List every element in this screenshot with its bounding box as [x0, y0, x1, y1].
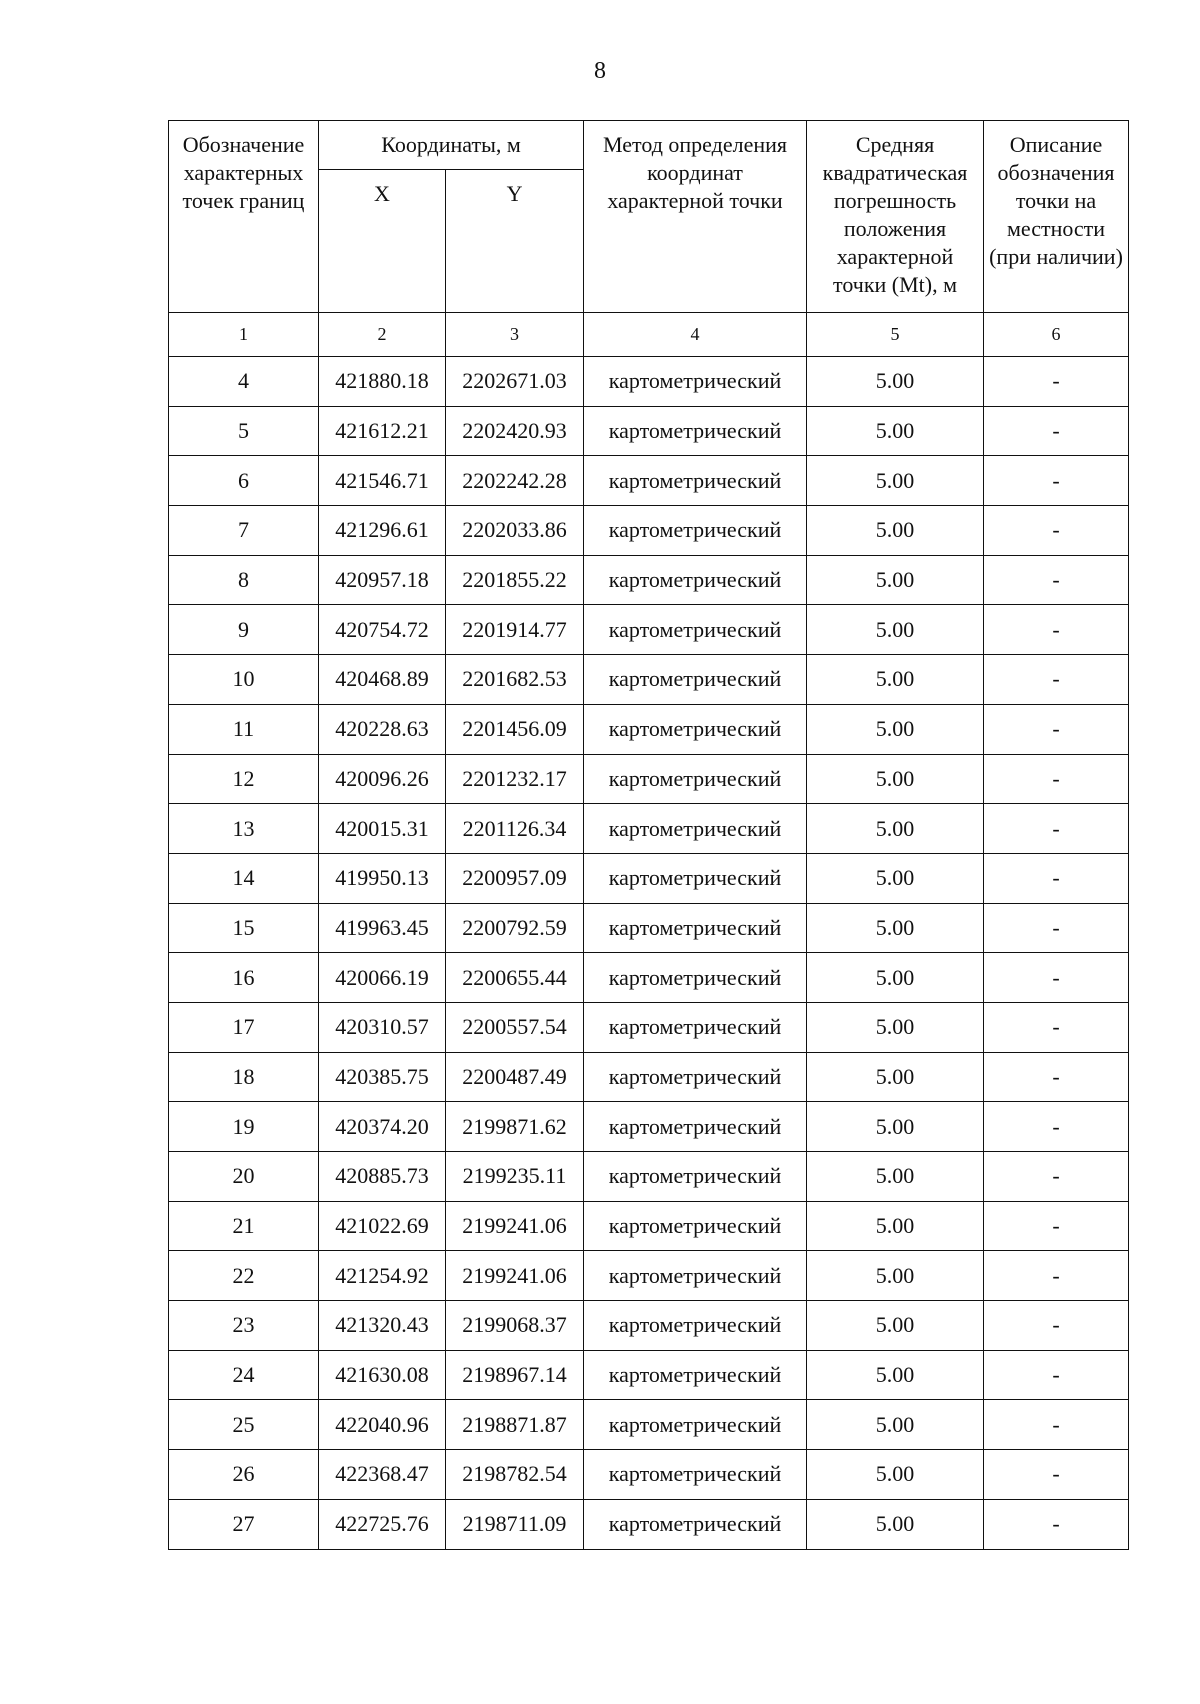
- error-cell: 5.00: [807, 754, 984, 804]
- y-coordinate-cell: 2199235.11: [446, 1152, 584, 1202]
- description-cell: -: [984, 1450, 1129, 1500]
- description-cell: -: [984, 655, 1129, 705]
- error-cell: 5.00: [807, 555, 984, 605]
- method-cell: картометрический: [584, 1002, 807, 1052]
- method-cell: картометрический: [584, 953, 807, 1003]
- table-row: [169, 605, 1129, 655]
- description-cell: -: [984, 456, 1129, 506]
- x-coordinate-cell: 421254.92: [319, 1251, 446, 1301]
- column-number: 6: [984, 313, 1129, 357]
- point-cell: 17: [169, 1002, 319, 1052]
- y-coordinate-cell: 2201855.22: [446, 555, 584, 605]
- x-coordinate-cell: 421320.43: [319, 1301, 446, 1351]
- x-coordinate-cell: 421630.08: [319, 1350, 446, 1400]
- description-cell: -: [984, 804, 1129, 854]
- method-cell: картометрический: [584, 1450, 807, 1500]
- point-cell: 22: [169, 1251, 319, 1301]
- y-coordinate-cell: 2199241.06: [446, 1201, 584, 1251]
- header-error: Средняя квадратическая погрешность положения характерной точки (Mt), м: [807, 121, 984, 313]
- description-cell: -: [984, 1400, 1129, 1450]
- point-cell: 8: [169, 555, 319, 605]
- y-coordinate-cell: 2202420.93: [446, 406, 584, 456]
- method-cell: картометрический: [584, 1152, 807, 1202]
- description-cell: -: [984, 1152, 1129, 1202]
- y-coordinate-cell: 2201914.77: [446, 605, 584, 655]
- method-cell: картометрический: [584, 555, 807, 605]
- x-coordinate-cell: 422040.96: [319, 1400, 446, 1450]
- error-cell: 5.00: [807, 804, 984, 854]
- method-cell: картометрический: [584, 1499, 807, 1549]
- method-cell: картометрический: [584, 1251, 807, 1301]
- description-cell: -: [984, 506, 1129, 556]
- table-row: [169, 1450, 1129, 1500]
- method-cell: картометрический: [584, 1102, 807, 1152]
- table-row: [169, 506, 1129, 556]
- error-cell: 5.00: [807, 506, 984, 556]
- error-cell: 5.00: [807, 1002, 984, 1052]
- page-number: 8: [594, 58, 606, 84]
- point-cell: 26: [169, 1450, 319, 1500]
- column-number: 1: [169, 313, 319, 357]
- method-cell: картометрический: [584, 406, 807, 456]
- method-cell: картометрический: [584, 853, 807, 903]
- table-row: [169, 1102, 1129, 1152]
- error-cell: 5.00: [807, 1450, 984, 1500]
- x-coordinate-cell: 421546.71: [319, 456, 446, 506]
- x-coordinate-cell: 422368.47: [319, 1450, 446, 1500]
- y-coordinate-cell: 2201232.17: [446, 754, 584, 804]
- table-row: [169, 903, 1129, 953]
- point-cell: 4: [169, 357, 319, 407]
- error-cell: 5.00: [807, 953, 984, 1003]
- error-cell: 5.00: [807, 357, 984, 407]
- error-cell: 5.00: [807, 1152, 984, 1202]
- y-coordinate-cell: 2198711.09: [446, 1499, 584, 1549]
- table-row: [169, 655, 1129, 705]
- x-coordinate-cell: 420468.89: [319, 655, 446, 705]
- method-cell: картометрический: [584, 704, 807, 754]
- table-row: [169, 1152, 1129, 1202]
- y-coordinate-cell: 2199871.62: [446, 1102, 584, 1152]
- x-coordinate-cell: 420310.57: [319, 1002, 446, 1052]
- header-method: Метод определения координат характерной точки: [584, 121, 807, 313]
- column-number: 5: [807, 313, 984, 357]
- y-coordinate-cell: 2200487.49: [446, 1052, 584, 1102]
- point-cell: 9: [169, 605, 319, 655]
- method-cell: картометрический: [584, 804, 807, 854]
- table-row: [169, 1400, 1129, 1450]
- table-row: [169, 1301, 1129, 1351]
- y-coordinate-cell: 2198967.14: [446, 1350, 584, 1400]
- header-row-top: [169, 121, 1129, 170]
- table-row: [169, 1350, 1129, 1400]
- description-cell: -: [984, 605, 1129, 655]
- point-cell: 16: [169, 953, 319, 1003]
- method-cell: картометрический: [584, 1201, 807, 1251]
- header-y: Y: [446, 170, 584, 313]
- table-row: [169, 406, 1129, 456]
- column-number: 2: [319, 313, 446, 357]
- point-cell: 12: [169, 754, 319, 804]
- x-coordinate-cell: 420096.26: [319, 754, 446, 804]
- point-cell: 13: [169, 804, 319, 854]
- y-coordinate-cell: 2202671.03: [446, 357, 584, 407]
- error-cell: 5.00: [807, 1102, 984, 1152]
- table-row: [169, 555, 1129, 605]
- y-coordinate-cell: 2202033.86: [446, 506, 584, 556]
- description-cell: -: [984, 754, 1129, 804]
- point-cell: 19: [169, 1102, 319, 1152]
- y-coordinate-cell: 2200957.09: [446, 853, 584, 903]
- point-cell: 5: [169, 406, 319, 456]
- error-cell: 5.00: [807, 853, 984, 903]
- description-cell: -: [984, 555, 1129, 605]
- x-coordinate-cell: 420385.75: [319, 1052, 446, 1102]
- x-coordinate-cell: 419950.13: [319, 853, 446, 903]
- table-row: [169, 357, 1129, 407]
- table-row: [169, 1201, 1129, 1251]
- point-cell: 24: [169, 1350, 319, 1400]
- y-coordinate-cell: 2201456.09: [446, 704, 584, 754]
- y-coordinate-cell: 2199241.06: [446, 1251, 584, 1301]
- point-cell: 21: [169, 1201, 319, 1251]
- method-cell: картометрический: [584, 1350, 807, 1400]
- column-number: 3: [446, 313, 584, 357]
- x-coordinate-cell: 420015.31: [319, 804, 446, 854]
- point-cell: 6: [169, 456, 319, 506]
- description-cell: -: [984, 1052, 1129, 1102]
- point-cell: 25: [169, 1400, 319, 1450]
- error-cell: 5.00: [807, 1400, 984, 1450]
- x-coordinate-cell: 421612.21: [319, 406, 446, 456]
- x-coordinate-cell: 420754.72: [319, 605, 446, 655]
- method-cell: картометрический: [584, 903, 807, 953]
- method-cell: картометрический: [584, 506, 807, 556]
- y-coordinate-cell: 2200557.54: [446, 1002, 584, 1052]
- description-cell: -: [984, 1201, 1129, 1251]
- error-cell: 5.00: [807, 605, 984, 655]
- description-cell: -: [984, 406, 1129, 456]
- error-cell: 5.00: [807, 1201, 984, 1251]
- method-cell: картометрический: [584, 357, 807, 407]
- description-cell: -: [984, 1301, 1129, 1351]
- point-cell: 14: [169, 853, 319, 903]
- description-cell: -: [984, 704, 1129, 754]
- y-coordinate-cell: 2202242.28: [446, 456, 584, 506]
- error-cell: 5.00: [807, 903, 984, 953]
- error-cell: 5.00: [807, 1052, 984, 1102]
- header-designation: Обозначение характерных точек границ: [169, 121, 319, 313]
- table-row: [169, 456, 1129, 506]
- method-cell: картометрический: [584, 754, 807, 804]
- error-cell: 5.00: [807, 1499, 984, 1549]
- method-cell: картометрический: [584, 1052, 807, 1102]
- y-coordinate-cell: 2200792.59: [446, 903, 584, 953]
- description-cell: -: [984, 1251, 1129, 1301]
- error-cell: 5.00: [807, 655, 984, 705]
- point-cell: 11: [169, 704, 319, 754]
- point-cell: 7: [169, 506, 319, 556]
- description-cell: -: [984, 1102, 1129, 1152]
- table-row: [169, 853, 1129, 903]
- description-cell: -: [984, 1499, 1129, 1549]
- x-coordinate-cell: 422725.76: [319, 1499, 446, 1549]
- header-description: Описание обозначения точки на местности (при наличии): [984, 121, 1129, 313]
- y-coordinate-cell: 2201126.34: [446, 804, 584, 854]
- y-coordinate-cell: 2199068.37: [446, 1301, 584, 1351]
- table-body: [169, 357, 1129, 1550]
- column-number-row: [169, 313, 1129, 357]
- description-cell: -: [984, 357, 1129, 407]
- y-coordinate-cell: 2198782.54: [446, 1450, 584, 1500]
- table-row: [169, 1499, 1129, 1549]
- x-coordinate-cell: 419963.45: [319, 903, 446, 953]
- table-row: [169, 953, 1129, 1003]
- error-cell: 5.00: [807, 1251, 984, 1301]
- x-coordinate-cell: 420885.73: [319, 1152, 446, 1202]
- method-cell: картометрический: [584, 456, 807, 506]
- y-coordinate-cell: 2198871.87: [446, 1400, 584, 1450]
- description-cell: -: [984, 903, 1129, 953]
- header-x: X: [319, 170, 446, 313]
- description-cell: -: [984, 1350, 1129, 1400]
- method-cell: картометрический: [584, 1400, 807, 1450]
- method-cell: картометрический: [584, 1301, 807, 1351]
- method-cell: картометрический: [584, 655, 807, 705]
- table-row: [169, 754, 1129, 804]
- x-coordinate-cell: 421880.18: [319, 357, 446, 407]
- error-cell: 5.00: [807, 704, 984, 754]
- point-cell: 27: [169, 1499, 319, 1549]
- x-coordinate-cell: 421296.61: [319, 506, 446, 556]
- description-cell: -: [984, 853, 1129, 903]
- y-coordinate-cell: 2200655.44: [446, 953, 584, 1003]
- table-row: [169, 704, 1129, 754]
- description-cell: -: [984, 953, 1129, 1003]
- x-coordinate-cell: 420374.20: [319, 1102, 446, 1152]
- point-cell: 15: [169, 903, 319, 953]
- x-coordinate-cell: 420228.63: [319, 704, 446, 754]
- x-coordinate-cell: 420957.18: [319, 555, 446, 605]
- error-cell: 5.00: [807, 1301, 984, 1351]
- table-row: [169, 1052, 1129, 1102]
- error-cell: 5.00: [807, 456, 984, 506]
- error-cell: 5.00: [807, 1350, 984, 1400]
- error-cell: 5.00: [807, 406, 984, 456]
- coordinates-table: [168, 120, 1129, 1550]
- method-cell: картометрический: [584, 605, 807, 655]
- y-coordinate-cell: 2201682.53: [446, 655, 584, 705]
- point-cell: 20: [169, 1152, 319, 1202]
- column-number: 4: [584, 313, 807, 357]
- x-coordinate-cell: 421022.69: [319, 1201, 446, 1251]
- point-cell: 10: [169, 655, 319, 705]
- header-coordinates: Координаты, м: [319, 121, 584, 170]
- table-row: [169, 1251, 1129, 1301]
- x-coordinate-cell: 420066.19: [319, 953, 446, 1003]
- point-cell: 18: [169, 1052, 319, 1102]
- table-row: [169, 1002, 1129, 1052]
- description-cell: -: [984, 1002, 1129, 1052]
- table-row: [169, 804, 1129, 854]
- point-cell: 23: [169, 1301, 319, 1351]
